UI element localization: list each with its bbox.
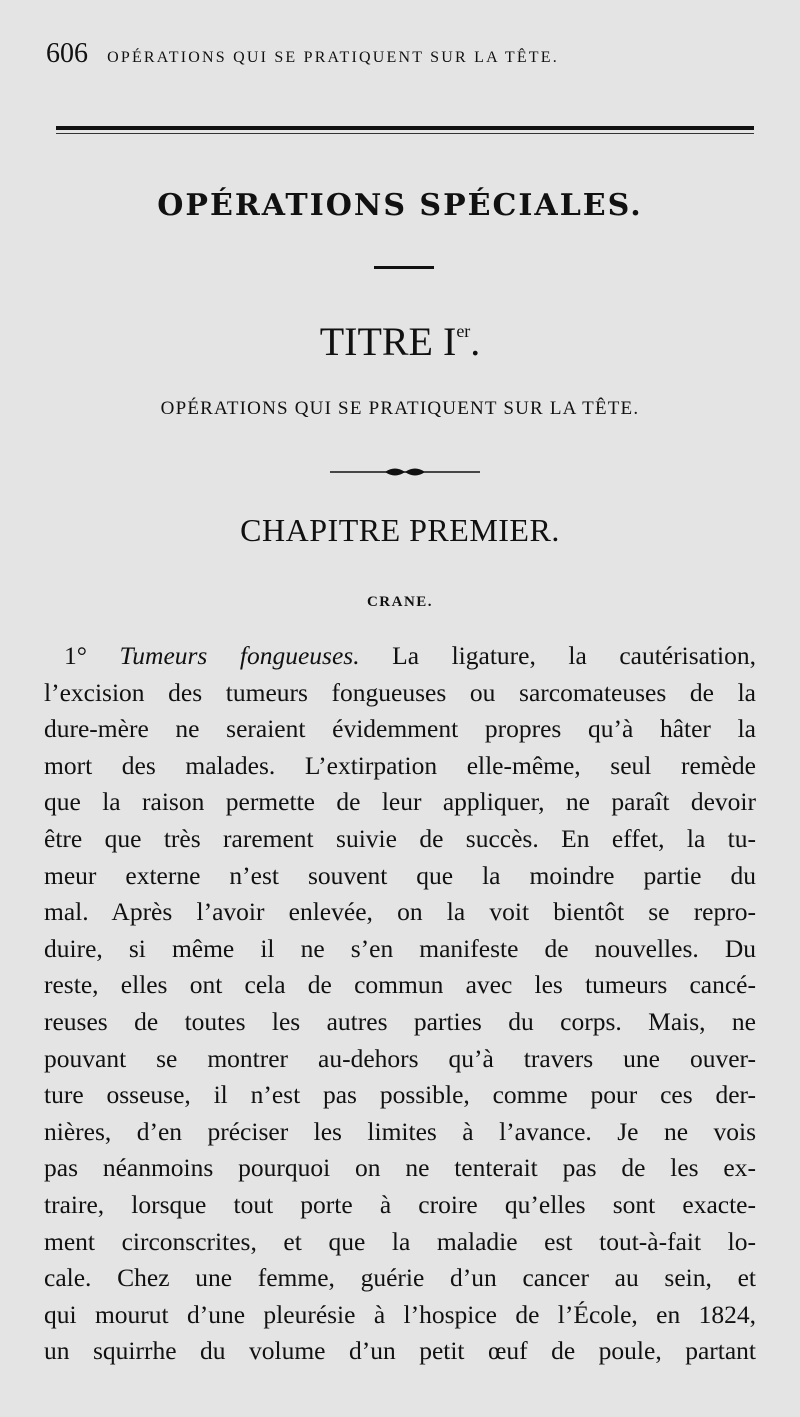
paragraph-line: dure-mère ne seraient évidemment propres qu’à hâter la <box>44 714 756 744</box>
paragraph-line: meur externe n’est souvent que la moindre partie du <box>44 860 756 890</box>
paragraph-line: l’excision des tumeurs fongueuses ou sarcomateuses de la <box>44 677 756 707</box>
paragraph-line: mort des malades. L’extirpation elle-même, seul remède <box>44 750 756 780</box>
chapter-title: CHAPITRE PREMIER. <box>240 512 560 548</box>
paragraph-line: reuses de toutes les autres parties du corps. Mais, ne <box>44 1006 756 1036</box>
paragraph-line: qui mourut d’une pleurésie à l’hospice de l’École, en 1824, <box>44 1299 756 1329</box>
titre-suffix: . <box>470 319 481 364</box>
paragraph-line: duire, si même il ne s’en manifeste de nouvelles. Du <box>44 933 756 963</box>
titre-text: TITRE I <box>319 319 457 364</box>
paragraph-line: ture osseuse, il n’est pas possible, comme pour ces der- <box>44 1080 756 1110</box>
header-rule-thin <box>56 133 754 134</box>
paragraph-line: reste, elles ont cela de commun avec les tumeurs cancé- <box>44 970 756 1000</box>
titre-superscript: er <box>456 321 471 341</box>
ornament-divider-icon <box>330 462 480 482</box>
paragraph-line: un squirrhe du volume d’un petit œuf de poule, partant <box>44 1336 756 1366</box>
short-divider <box>374 266 434 269</box>
running-head: OPÉRATIONS QUI SE PRATIQUENT SUR LA TÊTE. <box>107 49 559 66</box>
paragraph-line: traire, lorsque tout porte à croire qu’elles sont exacte- <box>44 1189 756 1219</box>
paragraph-italic-lead: Tumeurs fongueuses. <box>119 641 360 670</box>
paragraph-line: pas néanmoins pourquoi on ne tenterait pas de les ex- <box>44 1153 756 1183</box>
paragraph-line: mal. Après l’avoir enlevée, on la voit bientôt se repro- <box>44 897 756 927</box>
paragraph-first-line <box>44 638 756 675</box>
paragraph-line: ment circonscrites, et que la maladie est tout-à-fait lo- <box>44 1226 756 1256</box>
paragraph-line: pouvant se montrer au-dehors qu’à travers une ouver- <box>44 1043 756 1073</box>
section-title: OPÉRATIONS SPÉCIALES. <box>157 188 643 223</box>
body-paragraph <box>44 638 756 1370</box>
page-header <box>46 38 754 78</box>
subheading: CRANE. <box>366 594 434 610</box>
paragraph-marker: 1° <box>64 641 120 670</box>
paragraph-first-line-rest: La ligature, la cautérisation, <box>359 641 756 670</box>
page-number: 606 <box>46 38 88 69</box>
paragraph-line: nières, d’en préciser les limites à l’avance. Je ne vois <box>44 1116 756 1146</box>
paragraph-line: être que très rarement suivie de succès. En effet, la tu- <box>44 823 756 853</box>
titre-heading <box>0 318 800 365</box>
paragraph-line: cale. Chez une femme, guérie d’un cancer au sein, et <box>44 1263 756 1293</box>
paragraph-line: que la raison permette de leur appliquer, ne paraît devoir <box>44 787 756 817</box>
header-rule-thick <box>56 126 754 130</box>
titre-subtitle: OPÉRATIONS QUI SE PRATIQUENT SUR LA TÊTE. <box>160 398 640 419</box>
